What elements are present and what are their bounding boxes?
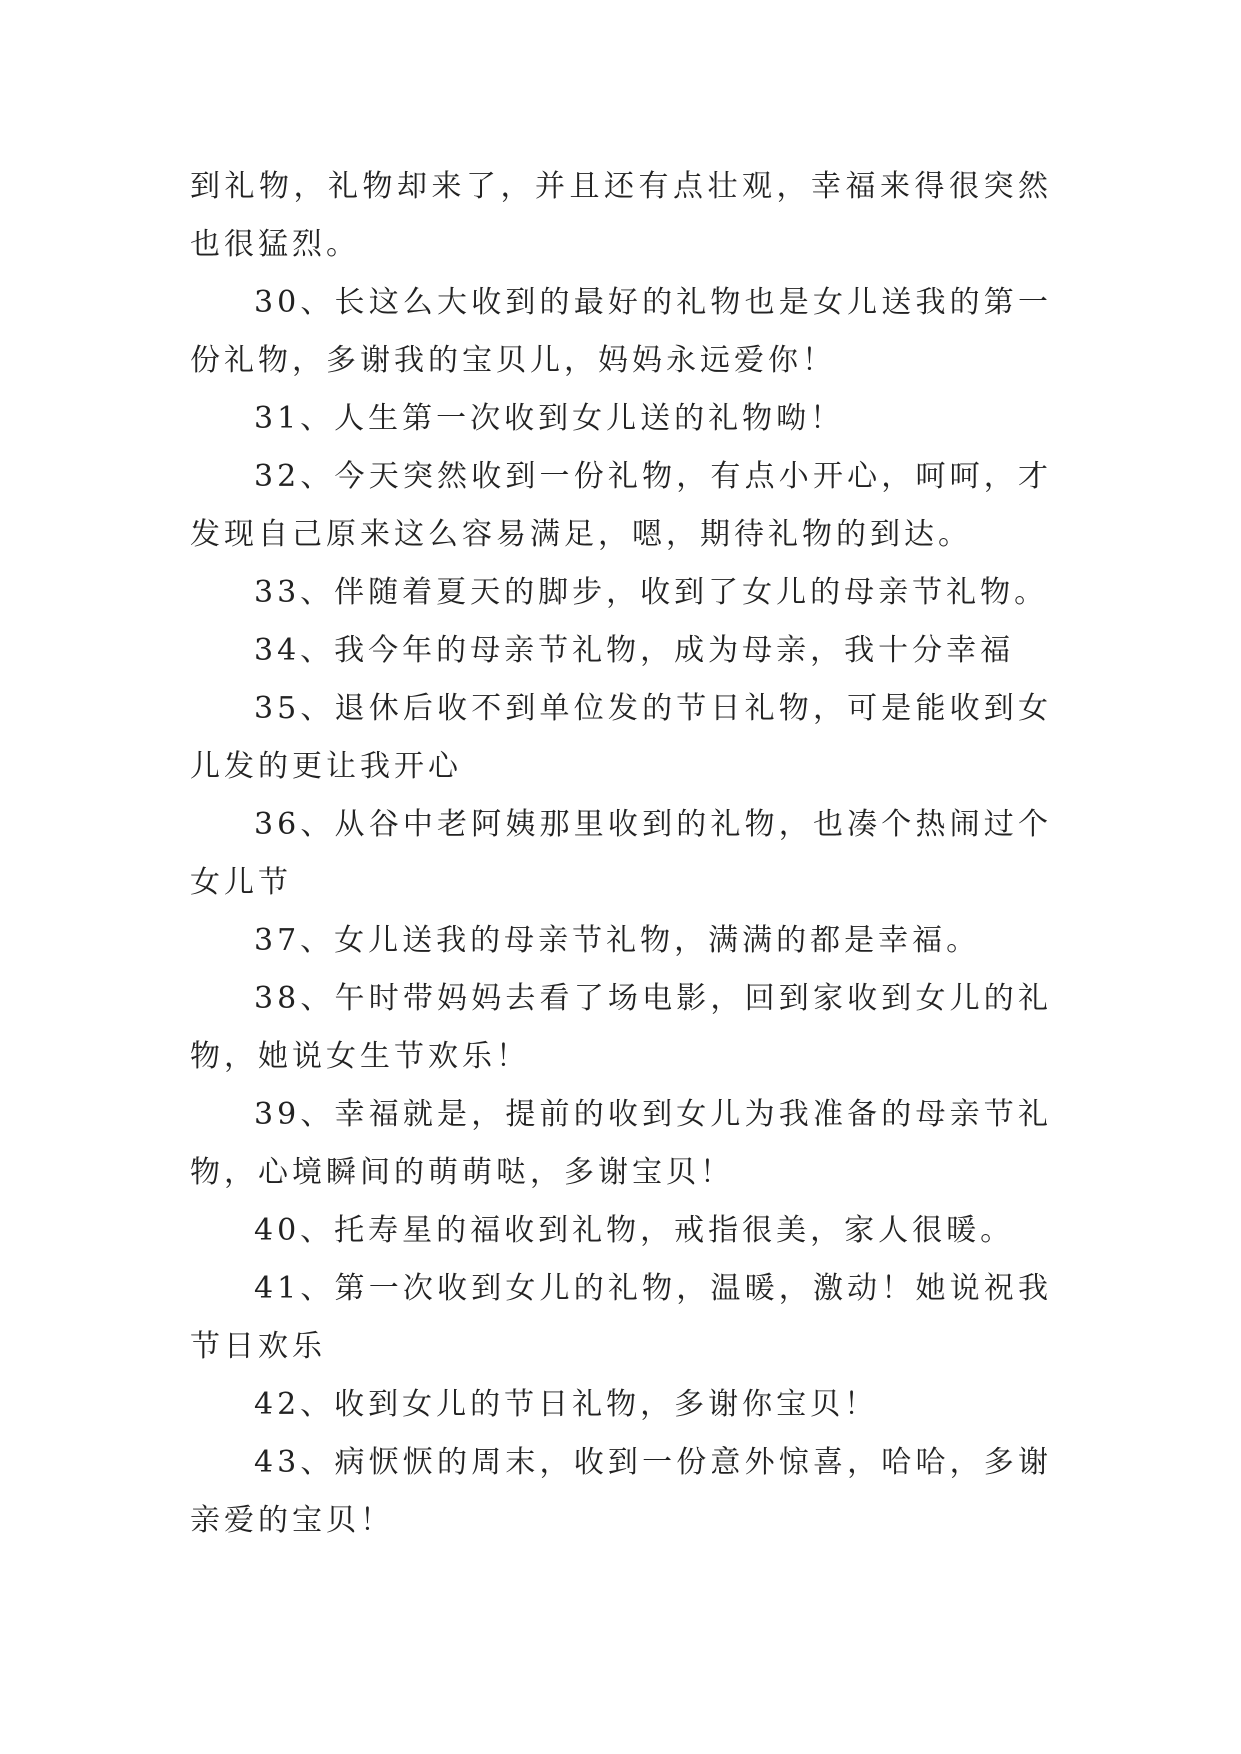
paragraph-item-41: 41、第一次收到女儿的礼物，温暖，激动！她说祝我节日欢乐	[190, 1271, 1052, 1364]
paragraph-item-43: 43、病恹恹的周末，收到一份意外惊喜，哈哈，多谢亲爱的宝贝！	[190, 1445, 1052, 1538]
paragraph-item-39: 39、幸福就是，提前的收到女儿为我准备的母亲节礼物，心境瞬间的萌萌哒，多谢宝贝！	[190, 1097, 1052, 1190]
paragraph-item-33: 33、伴随着夏天的脚步，收到了女儿的母亲节礼物。	[254, 575, 1049, 610]
paragraph-item-37: 37、女儿送我的母亲节礼物，满满的都是幸福。	[254, 923, 981, 958]
document-body	[190, 158, 1052, 1550]
paragraph-item-35: 35、退休后收不到单位发的节日礼物，可是能收到女儿发的更让我开心	[190, 691, 1052, 784]
paragraph-continuation: 到礼物，礼物却来了，并且还有点壮观，幸福来得很突然也很猛烈。	[190, 169, 1052, 262]
paragraph-item-32: 32、今天突然收到一份礼物，有点小开心，呵呵，才发现自己原来这么容易满足，嗯，期待礼物的到达。	[190, 459, 1052, 552]
paragraph-item-38: 38、午时带妈妈去看了场电影，回到家收到女儿的礼物，她说女生节欢乐！	[190, 981, 1052, 1074]
paragraph-item-30: 30、长这么大收到的最好的礼物也是女儿送我的第一份礼物，多谢我的宝贝儿，妈妈永远爱你！	[190, 285, 1052, 378]
paragraph-item-31: 31、人生第一次收到女儿送的礼物呦！	[254, 401, 845, 436]
paragraph-item-36: 36、从谷中老阿姨那里收到的礼物，也凑个热闹过个女儿节	[190, 807, 1052, 900]
paragraph-item-34: 34、我今年的母亲节礼物，成为母亲，我十分幸福	[254, 633, 1015, 668]
paragraph-item-40: 40、托寿星的福收到礼物，戒指很美，家人很暖。	[254, 1213, 1015, 1248]
paragraph-item-42: 42、收到女儿的节日礼物，多谢你宝贝！	[254, 1387, 879, 1422]
